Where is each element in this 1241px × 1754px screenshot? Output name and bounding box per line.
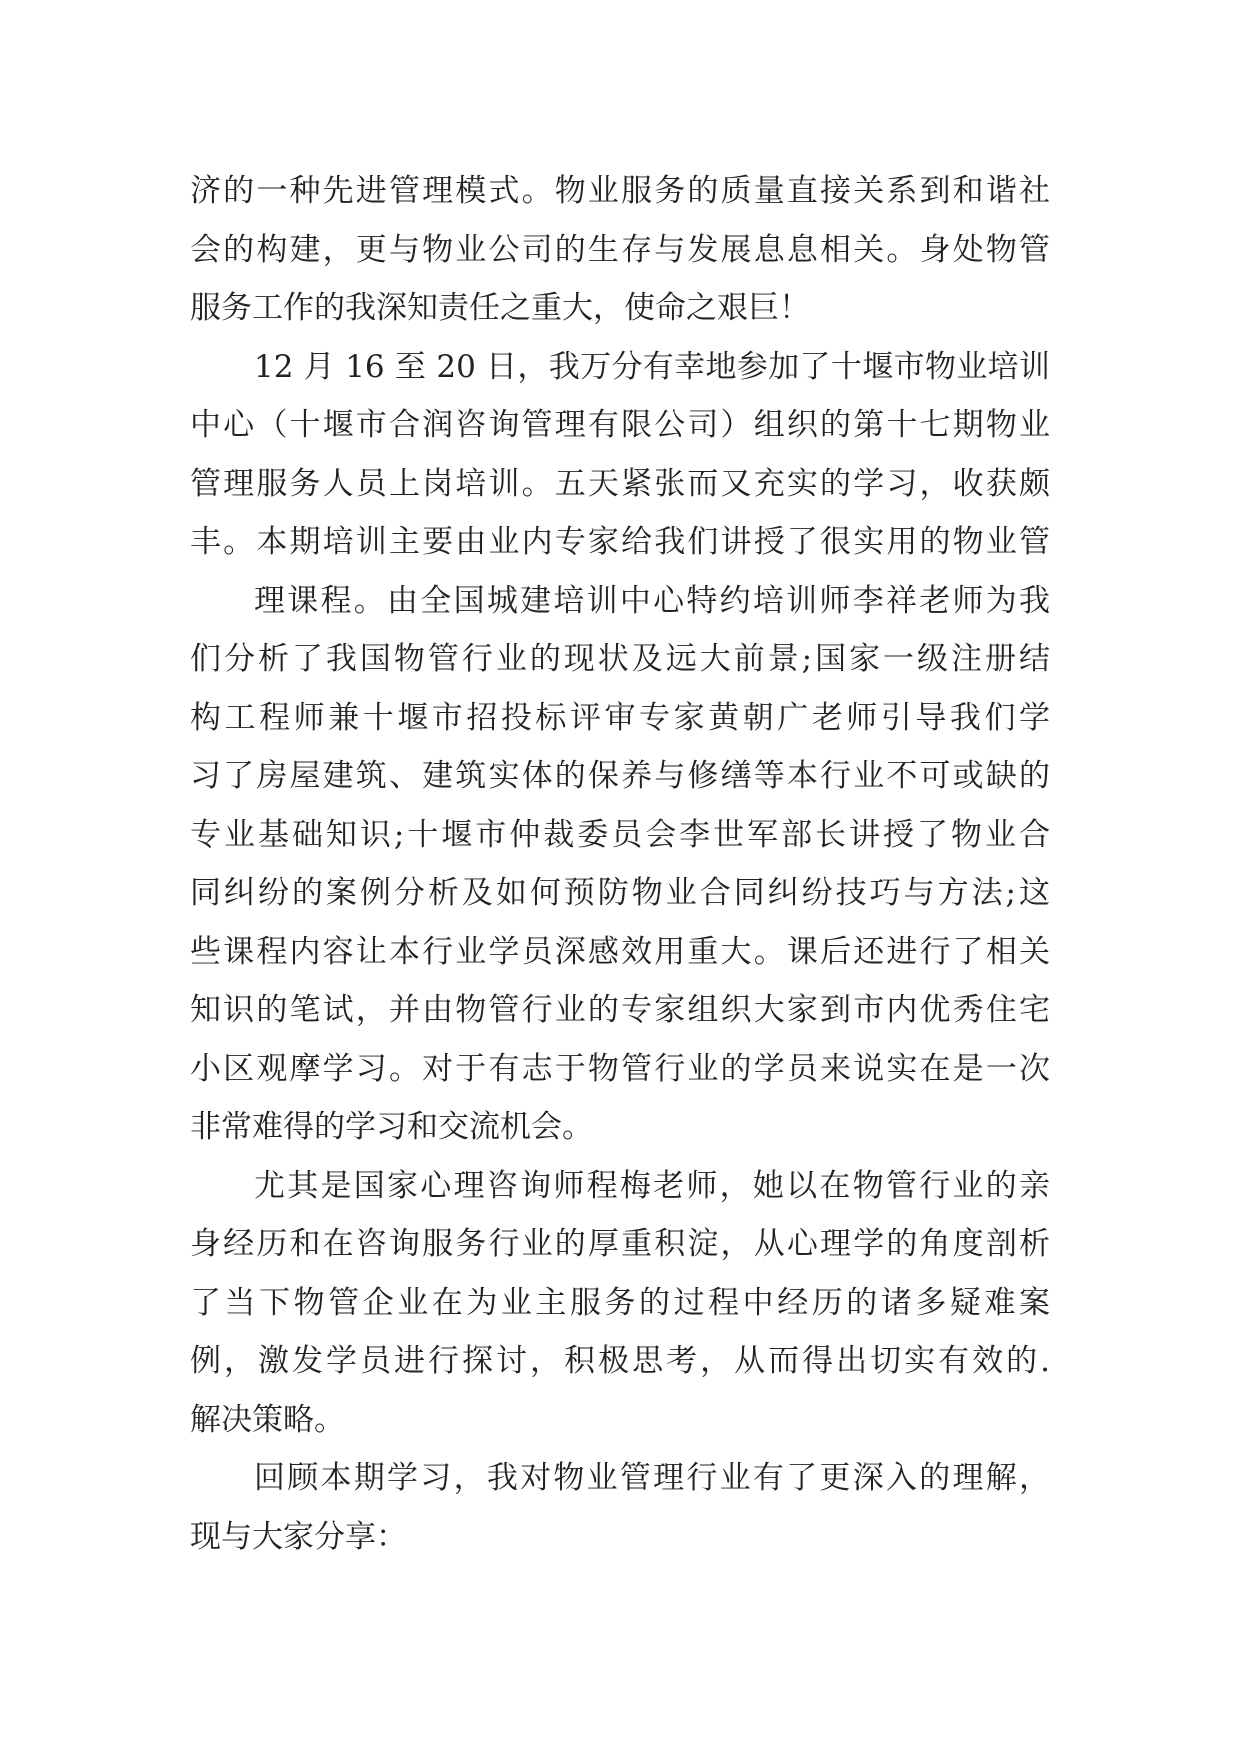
text-line: 些课程内容让本行业学员深感效用重大。课后还进行了相关: [190, 933, 1050, 970]
text-line: 小区观摩学习。对于有志于物管行业的学员来说实在是一次: [190, 1050, 1050, 1087]
body-text: [190, 162, 1050, 1566]
text-line: 回顾本期学习，我对物业管理行业有了更深入的理解，: [254, 1460, 1050, 1496]
text-line: 管理服务人员上岗培训。五天紧张而又充实的学习，收获颇: [190, 465, 1050, 502]
text-line: 济的一种先进管理模式。物业服务的质量直接关系到和谐社: [190, 173, 1050, 209]
text-line: 同纠纷的案例分析及如何预防物业合同纠纷技巧与方法;这: [190, 875, 1050, 911]
text-line: 解决策略。: [190, 1401, 345, 1438]
text-line: 非常难得的学习和交流机会。: [190, 1109, 593, 1145]
text-line: 现与大家分享：: [190, 1518, 407, 1555]
text-line: 尤其是国家心理咨询师程梅老师，她以在物管行业的亲: [254, 1167, 1050, 1204]
text-line: 专业基础知识;十堰市仲裁委员会李世军部长讲授了物业合: [190, 816, 1050, 853]
text-line: 服务工作的我深知责任之重大，使命之艰巨！: [190, 290, 810, 326]
text-line: 丰。本期培训主要由业内专家给我们讲授了很实用的物业管: [190, 524, 1050, 560]
text-line: 了当下物管企业在为业主服务的过程中经历的诸多疑难案: [190, 1284, 1050, 1321]
text-line: 构工程师兼十堰市招投标评审专家黄朝广老师引导我们学: [190, 699, 1050, 736]
text-line: 身经历和在咨询服务行业的厚重积淀，从心理学的角度剖析: [190, 1226, 1050, 1262]
text-line: 理课程。由全国城建培训中心特约培训师李祥老师为我: [254, 582, 1050, 619]
text-line: 中心（十堰市合润咨询管理有限公司）组织的第十七期物业: [190, 407, 1050, 443]
text-line: 知识的笔试，并由物管行业的专家组织大家到市内优秀住宅: [190, 992, 1050, 1028]
text-line: 们分析了我国物管行业的现状及远大前景;国家一级注册结: [190, 641, 1050, 677]
text-line: 习了房屋建筑、建筑实体的保养与修缮等本行业不可或缺的: [190, 758, 1050, 794]
text-line: 例，激发学员进行探讨，积极思考，从而得出切实有效的.: [190, 1343, 1050, 1379]
text-line: 会的构建，更与物业公司的生存与发展息息相关。身处物管: [190, 231, 1050, 268]
text-line: 12 月 16 至 20 日，我万分有幸地参加了十堰市物业培训: [254, 348, 1050, 385]
